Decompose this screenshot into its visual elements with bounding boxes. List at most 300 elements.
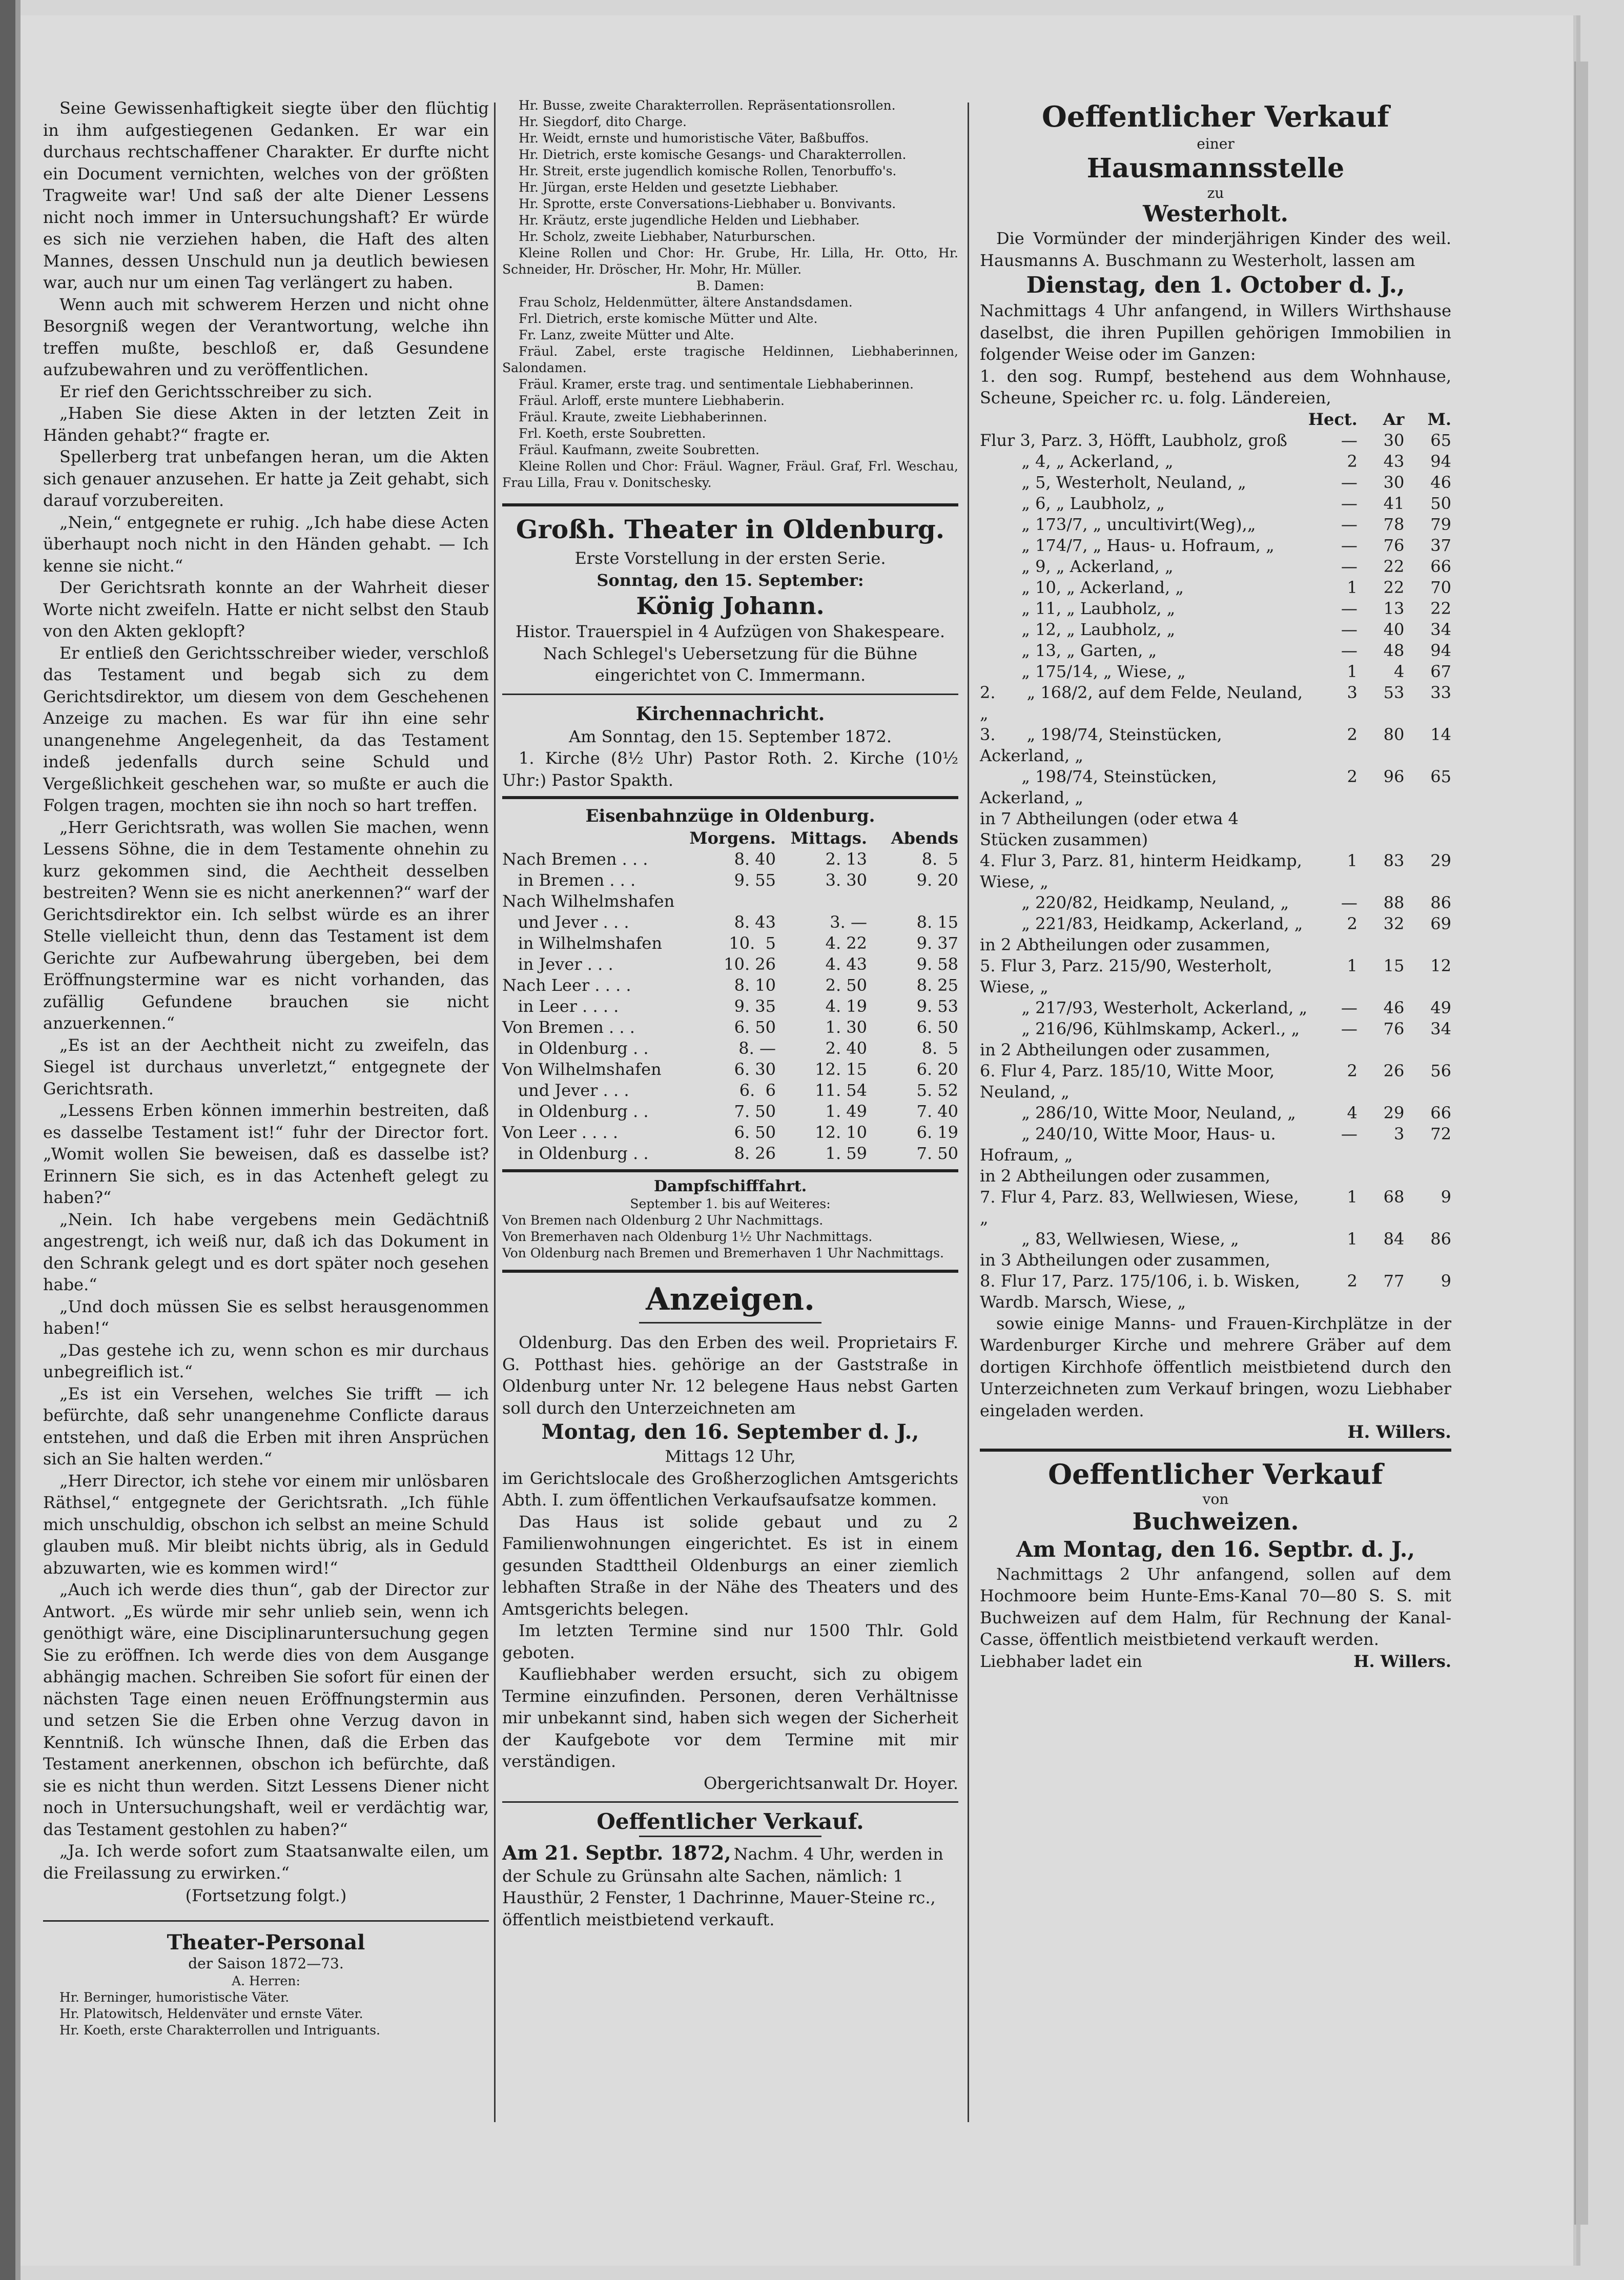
column-header: Ar <box>1383 409 1405 429</box>
parcel-row <box>980 850 1451 892</box>
table-cell: — <box>1341 892 1358 912</box>
parcel-row <box>980 913 1451 934</box>
story-paragraph: „Und doch müssen Sie es selbst herausgenommen haben!“ <box>43 1296 489 1338</box>
parcel-row <box>980 998 1451 1019</box>
scan-edge <box>0 0 15 2280</box>
column-header: Abends <box>891 828 958 848</box>
announcement-text: Im letzten Termine sind nur 1500 Thlr. Gold geboten. <box>502 1621 958 1662</box>
announcement-time: Mittags 12 Uhr, <box>665 1447 796 1466</box>
steamship-sub: September 1. bis auf Weiteres: <box>630 1196 831 1211</box>
table-cell: — <box>1341 472 1358 492</box>
announcement-text: Das Haus ist solide gebaut und zu 2 Familienwohnungen eingerichtet. Es ist in einem gesunden Stadttheil Oldenburgs an einer ziemlich lebhaften Straße in der Nähe des Theaters und des Amtsgerichts belegen. <box>502 1512 958 1619</box>
story-paragraph: Der Gerichtsrath konnte an der Wahrheit dieser Worte nicht zweifeln. Hatte er nicht selbst den Staub von den Akten geklopft? <box>43 578 489 641</box>
table-cell: 9. 35 <box>734 996 776 1016</box>
table-cell: 46 <box>1383 998 1405 1017</box>
train-row <box>502 1143 958 1164</box>
column-header: Hect. <box>1308 409 1358 429</box>
story-paragraph: „Es ist ein Versehen, welches Sie trifft — ich befürchte, daß sehr unangenehme Conflicte daraus entstehen, und daß die Erben mit ihren Ansprüchen sich an Sie halten werden.“ <box>43 1383 489 1469</box>
ad-signature: H. Willers. <box>1347 1422 1451 1442</box>
damen-heading: B. Damen: <box>696 278 765 293</box>
table-cell: Nach Wilhelmshafen <box>502 891 675 911</box>
cast-list <box>502 97 958 278</box>
table-cell: 6. 6 <box>739 1081 776 1100</box>
table-cell: 9 <box>1441 1187 1451 1207</box>
table-cell: „ 175/14, „ Wiese, „ <box>980 661 1186 681</box>
table-cell: „ 6, „ Laubholz, „ <box>980 493 1165 513</box>
theater-subtitle: Erste Vorstellung in der ersten Serie. <box>574 548 886 568</box>
table-cell: 12. 10 <box>815 1123 867 1142</box>
story-paragraph: „Nein,“ entgegnete er ruhig. „Ich habe diese Acten überhaupt noch nicht in den Händen gehabt. — Ich kenne sie nicht.“ <box>43 512 489 576</box>
table-cell: 76 <box>1383 1019 1405 1039</box>
column-3 <box>980 97 1451 1672</box>
parcel-row <box>980 472 1451 493</box>
table-cell: in 3 Abtheilungen oder zusammen, <box>980 1250 1270 1270</box>
divider <box>980 1449 1451 1452</box>
table-cell: 8. 15 <box>916 912 958 932</box>
land-table <box>980 409 1451 1313</box>
table-cell: 80 <box>1383 724 1405 744</box>
table-cell: 4 <box>1394 661 1405 681</box>
table-cell: „ 12, „ Laubholz, „ <box>980 619 1176 639</box>
table-cell: in 7 Abtheilungen (oder etwa 4 Stücken zusammen) <box>980 808 1244 849</box>
table-cell: „ 221/83, Heidkamp, Ackerland, „ <box>980 913 1303 933</box>
table-cell: — <box>1341 514 1358 534</box>
table-cell: 8. — <box>738 1039 776 1058</box>
railway-heading: Eisenbahnzüge in Oldenburg. <box>585 806 875 826</box>
table-cell: 10. 26 <box>724 954 776 974</box>
table-cell <box>1404 1040 1451 1061</box>
table-cell: „ 174/7, „ Haus- u. Hofraum, „ <box>980 535 1274 555</box>
cast-entry: Fräul. Zabel, erste tragische Heldinnen, Liebhaberinnen, Salondamen. <box>502 344 958 375</box>
steamship-list <box>502 1212 958 1261</box>
divider <box>43 1920 489 1922</box>
ad-date: Dienstag, den 1. October d. J., <box>1026 272 1405 298</box>
cast-entry: Frau Scholz, Heldenmütter, ältere Anstandsdamen. <box>519 295 853 310</box>
table-cell: 6. 50 <box>734 1123 776 1142</box>
divider <box>502 503 958 506</box>
column-header: Morgens. <box>689 828 776 848</box>
table-cell: 4. 43 <box>825 954 867 974</box>
table-cell: 9 <box>1441 1271 1451 1291</box>
parcel-row <box>980 808 1451 850</box>
table-cell: 65 <box>1430 430 1451 450</box>
play-description: Histor. Trauerspiel in 4 Aufzügen von Shakespeare. Nach Schlegel's Uebersetzung für die Bühne eingerichtet von C. Immermann. <box>515 622 945 685</box>
table-cell: 78 <box>1383 514 1405 534</box>
table-cell: 32 <box>1383 913 1405 933</box>
theater-season: der Saison 1872—73. <box>188 1955 344 1972</box>
table-cell: in Oldenburg . . <box>502 1102 649 1121</box>
table-cell: und Jever . . . <box>502 912 629 932</box>
ad2-object: Buchweizen. <box>1132 1507 1299 1535</box>
cast-entry: Hr. Sprotte, erste Conversations-Liebhaber u. Bonvivants. <box>519 196 896 211</box>
train-row <box>502 912 958 933</box>
table-cell: 96 <box>1383 766 1405 786</box>
table-cell: 2 <box>1347 1271 1358 1291</box>
public-sale-date: Am 21. Septbr. 1872, <box>502 1841 731 1864</box>
cast-entry: Hr. Jürgan, erste Helden und gesetzte Liebhaber. <box>519 180 839 195</box>
table-cell: 1 <box>1347 1229 1358 1249</box>
table-cell: in 2 Abtheilungen oder zusammen, <box>980 934 1270 954</box>
parcel-row <box>980 766 1451 808</box>
ad2-von: von <box>1202 1490 1229 1508</box>
cast-entry: Hr. Platowitsch, Heldenväter und ernste Väter. <box>59 2006 363 2021</box>
play-title: König Johann. <box>636 592 825 620</box>
table-cell: 34 <box>1430 619 1451 639</box>
column-rule-2 <box>968 103 969 2122</box>
table-cell: 22 <box>1383 577 1405 597</box>
cast-entry: Hr. Streit, erste jugendlich komische Rollen, Tenorbuffo's. <box>519 164 897 178</box>
table-cell: 65 <box>1430 766 1451 786</box>
cast-entry: Hr. Weidt, ernste und humoristische Väter, Baßbuffos. <box>519 131 869 146</box>
divider <box>502 1801 958 1803</box>
table-cell: 1 <box>1347 577 1358 597</box>
table-cell: 22 <box>1383 556 1405 576</box>
table-cell: in Wilhelmshafen <box>502 933 662 953</box>
divider <box>502 1270 958 1273</box>
herren-list <box>43 1989 489 2039</box>
theater-date: Sonntag, den 15. September: <box>597 570 864 590</box>
story-paragraph: „Ja. Ich werde sofort zum Staatsanwalte eilen, um die Freilassung zu erwirken.“ <box>43 1841 489 1883</box>
table-cell: 70 <box>1430 577 1451 597</box>
ad-outro: sowie einige Manns- und Frauen-Kirchplätze in der Wardenburger Kirche und mehrere Gräber auf dem dortigen Kirchhofe öffentlich meistbietend durch den Unterzeichneten zum Verkauf bringen, wozu Liebhaber eingeladen werden. <box>980 1313 1451 1420</box>
parcel-row <box>980 1187 1451 1229</box>
table-cell: 56 <box>1430 1061 1451 1081</box>
parcel-row <box>980 1271 1451 1313</box>
table-cell <box>1404 808 1451 850</box>
column-1 <box>43 97 489 2039</box>
table-cell: 15 <box>1383 955 1405 975</box>
table-cell: 83 <box>1383 850 1405 870</box>
table-cell: 3 <box>1394 1124 1405 1144</box>
table-cell: 7. Flur 4, Parz. 83, Wellwiesen, Wiese, „ <box>980 1187 1304 1228</box>
table-cell: 2 <box>1347 451 1358 471</box>
table-cell: 8. 5 <box>921 1039 958 1058</box>
train-row <box>502 1080 958 1101</box>
table-cell: — <box>1341 998 1358 1017</box>
ad-subheading: zu <box>1207 185 1224 201</box>
story-paragraph: „Lessens Erben können immerhin bestreiten, daß es dasselbe Testament ist!“ fuhr der Director fort. „Womit wollen Sie beweisen, daß es dasselbe ist? Erinnern Sie sich, es in das Actenheft gelegt zu haben?“ <box>43 1101 489 1207</box>
announcement-text: Oldenburg. Das den Erben des weil. Proprietairs F. G. Potthast hies. gehörige an der Gaststraße in Oldenburg unter Nr. 12 belegene Haus nebst Garten soll durch den Unterzeichneten am <box>502 1333 958 1418</box>
table-cell: — <box>1341 1019 1358 1039</box>
column-header <box>502 828 685 849</box>
table-cell: in Oldenburg . . <box>502 1144 649 1163</box>
table-cell: 8. 26 <box>734 1144 776 1163</box>
table-cell: 2 <box>1347 913 1358 933</box>
train-row <box>502 891 958 912</box>
train-row <box>502 933 958 954</box>
table-cell: 66 <box>1430 556 1451 576</box>
parcel-row <box>980 430 1451 451</box>
table-cell: in 2 Abtheilungen oder zusammen, <box>980 1040 1270 1060</box>
story-paragraph: „Herr Gerichtsrath, was wollen Sie machen, wenn Lessens Söhne, die in dem Testamente ohnehin zu kurz gekommen sind, die Aechtheit desselben bestreiten? Wenn sie es nicht anerkennen?“ warf der Gerichtsdirektor ein. Ich selbst würde es an ihrer Stelle vielleicht thun, denn das Testament ist dem Gerichte zur Aufbewahrung übergeben, bei dem Eröffnungstermine war es nicht vorhanden, das zufällig Gefundene brauchen sie nicht anzuerkennen.“ <box>43 817 489 1033</box>
announcement-text: im Gerichtslocale des Großherzoglichen Amtsgerichts Abth. I. zum öffentlichen Verkaufsaufsatze kommen. <box>502 1468 958 1510</box>
table-cell: 94 <box>1430 640 1451 660</box>
train-row <box>502 996 958 1017</box>
story-paragraph: „Nein. Ich habe vergebens mein Gedächtniß angestrengt, ich weiß nur, daß ich das Dokument in den Schrank gelegt und es dort später noch gesehen habe.“ <box>43 1209 489 1294</box>
table-cell: 9. 37 <box>916 933 958 953</box>
table-cell: „ 13, „ Garten, „ <box>980 640 1157 660</box>
story-paragraph: Spellerberg trat unbefangen heran, um die Akten sich genauer anzusehen. Er hatte ja Zeit gehabt, sich darauf vorzubereiten. <box>43 447 489 510</box>
train-row <box>502 975 958 996</box>
table-cell: Von Wilhelmshafen <box>502 1060 662 1079</box>
table-cell: 4. 19 <box>825 996 867 1016</box>
table-cell: „ 220/82, Heidkamp, Neuland, „ <box>980 892 1289 912</box>
story-paragraph: Seine Gewissenhaftigkeit siegte über den flüchtig in ihm aufgestiegenen Gedanken. Er war ein durchaus rechtschaffener Charakter. Er durfte nicht ein Document vernichten, welches von der größten Tragweite war! Und saß der alte Diener Lessens nicht noch immer in Untersuchungshaft? Er würde es sich nie verziehen haben, die Haft des alten Mannes, dessen Unschuld nun ja deutlich bewiesen war, auch nur um einen Tag verlängert zu haben. <box>43 98 489 292</box>
parcel-row <box>980 955 1451 998</box>
train-row <box>502 849 958 870</box>
table-cell: 1 <box>1347 661 1358 681</box>
table-cell: in Leer . . . . <box>502 996 619 1016</box>
table-cell: 8. Flur 17, Parz. 175/106, i. b. Wisken, Wardb. Marsch, Wiese, „ <box>980 1271 1305 1312</box>
column-header <box>980 409 1308 430</box>
public-sale-heading: Oeffentlicher Verkauf. <box>597 1809 864 1834</box>
parcel-row <box>980 598 1451 619</box>
table-cell <box>1358 808 1405 850</box>
table-cell: 22 <box>1430 598 1451 618</box>
parcel-row <box>980 934 1451 955</box>
story-paragraph: Er rief den Gerichtsschreiber zu sich. <box>59 381 373 401</box>
table-cell: 9. 20 <box>916 870 958 890</box>
cast-entry: Frl. Koeth, erste Soubretten. <box>519 426 706 441</box>
table-cell: 2 <box>1347 724 1358 744</box>
table-cell <box>1404 934 1451 955</box>
table-cell <box>1308 1040 1358 1061</box>
table-cell: 8. 5 <box>921 849 958 869</box>
table-cell: 86 <box>1430 1229 1451 1249</box>
table-cell: 69 <box>1430 913 1451 933</box>
table-cell: „ 10, „ Ackerland, „ <box>980 577 1184 597</box>
parcel-row <box>980 892 1451 913</box>
cast-entry: Fräul. Kraute, zweite Liebhaberinnen. <box>519 410 767 424</box>
table-cell: — <box>1341 556 1358 576</box>
table-cell: 1. 59 <box>825 1144 867 1163</box>
parcel-row <box>980 577 1451 598</box>
table-cell: 84 <box>1383 1229 1405 1249</box>
ad2-sign-prefix: Liebhaber ladet ein <box>980 1651 1143 1671</box>
table-cell: 68 <box>1383 1187 1405 1207</box>
table-cell: 86 <box>1430 892 1451 912</box>
divider <box>502 796 958 799</box>
table-cell: Nach Bremen . . . <box>502 849 648 869</box>
table-cell: 41 <box>1383 493 1405 513</box>
table-cell: — <box>1341 535 1358 555</box>
table-cell <box>1404 1166 1451 1187</box>
table-cell: Flur 3, Parz. 3, Höfft, Laubholz, groß <box>980 430 1287 450</box>
table-cell: 8. 25 <box>916 975 958 995</box>
ad2-heading: Oeffentlicher Verkauf <box>1048 1457 1383 1491</box>
cast-entry: Hr. Dietrich, erste komische Gesangs- und Charakterrollen. <box>519 147 907 162</box>
table-cell: 1. 49 <box>825 1102 867 1121</box>
table-cell <box>1308 1250 1358 1271</box>
ad-object: Hausmannsstelle <box>1086 153 1345 184</box>
table-cell: — <box>1341 493 1358 513</box>
table-cell: „ 198/74, Steinstücken, Ackerland, „ <box>980 766 1222 807</box>
cast-entry: Frl. Dietrich, erste komische Mütter und Alte. <box>519 311 818 326</box>
story-paragraph: „Haben Sie diese Akten in der letzten Zeit in Händen gehabt?“ fragte er. <box>43 403 489 445</box>
cast-entry: Fräul. Kramer, erste trag. und sentimentale Liebhaberinnen. <box>519 377 914 392</box>
table-cell: 4 <box>1347 1103 1358 1123</box>
table-cell: Nach Leer . . . . <box>502 975 631 995</box>
divider <box>639 1836 821 1837</box>
train-row <box>502 870 958 891</box>
parcel-row <box>980 682 1451 724</box>
story-paragraph: Er entließ den Gerichtsschreiber wieder, verschloß das Testament und begab sich zu dem Gerichtsdirektor, um diesem von dem Geschehenen Anzeige zu machen. Es war für ihn eine sehr unangenehme Angelegenheit, da das Testament indeß jedenfalls durch seine Schuld und Vergeßlichkeit geschehen war, so mußte er auch die Folgen tragen, mochten sie ihn noch so hart treffen. <box>43 643 489 815</box>
table-cell: 14 <box>1430 724 1451 744</box>
table-cell: 26 <box>1383 1061 1405 1081</box>
table-cell: 30 <box>1383 430 1405 450</box>
table-cell: in Oldenburg . . <box>502 1039 649 1058</box>
train-row <box>502 1059 958 1080</box>
ad2-text: Nachmittags 2 Uhr anfangend, sollen auf dem Hochmoore beim Hunte-Ems-Kanal 70—80 S. S. mit Buchweizen auf dem Halm, für Rechnung der Kanal-Casse, öffentlich meistbietend verkauft werden. <box>980 1564 1451 1649</box>
table-cell: 3. — <box>830 912 867 932</box>
table-cell <box>685 891 776 912</box>
table-cell: 8. 40 <box>734 849 776 869</box>
continuation-note: (Fortsetzung folgt.) <box>185 1886 347 1905</box>
announcements-heading: Anzeigen. <box>646 1281 815 1317</box>
announcement-signature: Obergerichtsanwalt Dr. Hoyer. <box>703 1773 958 1793</box>
cast-entry: Fräul. Kaufmann, zweite Soubretten. <box>519 442 759 457</box>
table-cell: „ 240/10, Witte Moor, Haus- u. Hofraum, „ <box>980 1124 1281 1165</box>
table-cell: 5. Flur 3, Parz. 215/90, Westerholt, Wiese, „ <box>980 955 1278 996</box>
table-cell: 11. 54 <box>815 1081 867 1100</box>
table-cell: 30 <box>1383 472 1405 492</box>
table-cell: „ 11, „ Laubholz, „ <box>980 598 1176 618</box>
parcel-row <box>980 514 1451 535</box>
column-header: Mittags. <box>790 828 867 848</box>
table-cell: 66 <box>1430 1103 1451 1123</box>
train-row <box>502 1101 958 1122</box>
table-cell <box>1308 1166 1358 1187</box>
divider <box>502 694 958 695</box>
table-cell: „ 5, Westerholt, Neuland, „ <box>980 472 1246 492</box>
table-cell: „ 4, „ Ackerland, „ <box>980 451 1174 471</box>
table-cell: 3. 30 <box>825 870 867 890</box>
theater-personal-title: Theater-Personal <box>167 1930 365 1955</box>
table-cell: 4. Flur 3, Parz. 81, hinterm Heidkamp, Wiese, „ <box>980 850 1307 891</box>
table-cell: 77 <box>1383 1271 1405 1291</box>
parcel-row <box>980 1103 1451 1124</box>
table-cell: 6. 50 <box>734 1017 776 1037</box>
table-cell <box>1358 1040 1405 1061</box>
parcel-row <box>980 1040 1451 1061</box>
table-cell: 4. 22 <box>825 933 867 953</box>
table-cell: und Jever . . . <box>502 1081 629 1100</box>
damen-list <box>502 294 958 491</box>
table-cell: Von Leer . . . . <box>502 1123 619 1142</box>
story-paragraph: „Herr Director, ich stehe vor einem mir unlösbaren Räthsel,“ entgegnete der Gerichtsrath. „Ich fühle mich unschuldig, obschon ich selbst an meine Schuld glauben muß. Mir bleibt nichts übrig, als in Geduld abzuwarten, wie es kommen wird!“ <box>43 1471 489 1578</box>
table-cell: 67 <box>1430 661 1451 681</box>
table-cell <box>1358 1166 1405 1187</box>
parcel-row <box>980 1019 1451 1040</box>
theater-heading: Großh. Theater in Oldenburg. <box>516 514 945 544</box>
ad2-sign-line <box>980 1651 1451 1673</box>
table-cell: 1. 30 <box>825 1017 867 1037</box>
table-cell: 43 <box>1383 451 1405 471</box>
divider <box>502 1169 958 1172</box>
ad-intro: Nachmittags 4 Uhr anfangend, in Willers Wirthshause daselbst, die ihren Pupillen gehörigen Immobilien in folgender Weise oder im Ganzen: <box>980 301 1451 364</box>
table-cell: 2. 13 <box>825 849 867 869</box>
railway-table <box>502 828 958 1164</box>
parcel-row <box>980 1229 1451 1250</box>
table-cell: „ 9, „ Ackerland, „ <box>980 556 1174 576</box>
table-cell: 3 <box>1347 682 1358 702</box>
parcel-row <box>980 1250 1451 1271</box>
table-cell: 13 <box>1383 598 1405 618</box>
cast-entry: Hr. Siegdorf, dito Charge. <box>519 114 687 129</box>
cast-entry: Kleine Rollen und Chor: Hr. Grube, Hr. Lilla, Hr. Otto, Hr. Schneider, Hr. Dröscher, Hr. Mohr, Hr. Müller. <box>502 246 958 277</box>
parcel-row <box>980 493 1451 514</box>
table-cell: Von Bremen . . . <box>502 1017 635 1037</box>
story-paragraph: „Das gestehe ich zu, wenn schon es mir durchaus unbegreiflich ist.“ <box>43 1340 489 1381</box>
table-cell: in Jever . . . <box>502 954 613 974</box>
table-cell: 34 <box>1430 1019 1451 1039</box>
train-row <box>502 1122 958 1143</box>
table-cell <box>1308 808 1358 850</box>
announcement-date: Montag, den 16. September d. J., <box>541 1420 919 1444</box>
divider <box>639 1322 821 1324</box>
table-cell: 88 <box>1383 892 1405 912</box>
table-cell: 46 <box>1430 472 1451 492</box>
table-cell: — <box>1341 1124 1358 1144</box>
table-cell <box>867 891 958 912</box>
table-cell: 2. 50 <box>825 975 867 995</box>
table-cell: 8. 43 <box>734 912 776 932</box>
church-heading: Kirchennachricht. <box>635 703 825 725</box>
table-cell: 7. 50 <box>916 1144 958 1163</box>
train-row <box>502 1038 958 1059</box>
table-cell: 29 <box>1430 850 1451 870</box>
table-cell <box>776 891 867 912</box>
table-cell: 50 <box>1430 493 1451 513</box>
table-cell: 1 <box>1347 955 1358 975</box>
steamship-line: Von Bremerhaven nach Oldenburg 1½ Uhr Nachmittags. <box>502 1229 873 1244</box>
steamship-line: Von Bremen nach Oldenburg 2 Uhr Nachmittags. <box>502 1213 824 1228</box>
table-cell: 7. 50 <box>734 1102 776 1121</box>
church-date: Am Sonntag, den 15. September 1872. <box>568 726 892 746</box>
parcel-row <box>980 724 1451 766</box>
table-cell: „ 217/93, Westerholt, Ackerland, „ <box>980 998 1308 1017</box>
parcel-row <box>980 1124 1451 1166</box>
table-cell: 2 <box>1347 766 1358 786</box>
parcel-row <box>980 619 1451 640</box>
table-cell: 33 <box>1430 682 1451 702</box>
ad-subheading: einer <box>1197 135 1235 152</box>
table-cell: 2. 40 <box>825 1039 867 1058</box>
table-cell: 94 <box>1430 451 1451 471</box>
table-cell <box>1308 934 1358 955</box>
column-rule-1 <box>494 103 496 2122</box>
parcel-row <box>980 556 1451 577</box>
table-cell: 49 <box>1430 998 1451 1017</box>
cast-entry: Fr. Lanz, zweite Mütter und Alte. <box>519 328 734 342</box>
page-edge-right <box>1574 62 1588 2225</box>
public-sale-text: Nachm. 4 Uhr, werden in der Schule zu Grünsahn alte Sachen, nämlich: 1 Hausthür, 2 Fenster, 1 Dachrinne, Mauer-Steine rc., öffentlich meistbietend verkauft. <box>502 1844 943 1929</box>
table-cell: — <box>1341 640 1358 660</box>
steamship-line: Von Oldenburg nach Bremen und Bremerhaven 1 Uhr Nachmittags. <box>502 1246 944 1260</box>
table-cell: „ 83, Wellwiesen, Wiese, „ <box>980 1229 1239 1249</box>
parcel-row <box>980 535 1451 556</box>
table-cell <box>1358 934 1405 955</box>
parcel-row <box>980 451 1451 472</box>
train-row <box>502 1017 958 1038</box>
story-paragraph: „Auch ich werde dies thun“, gab der Director zur Antwort. „Es würde mir sehr unlieb sein, wenn ich genöthigt wäre, eine Disciplinaruntersuchung gegen Sie zu eröffnen. Ich werde dies von dem Ausgange abhängig machen. Schreiben Sie sofort für einen der nächsten Tage einen neuen Eröffnungstermin aus und setzen Sie die Erben ohne Verzug davon in Kenntniß. Ich wünsche Ihnen, daß die Erben das Testament anerkennen, obschon ich befürchte, daß sie es nicht thun werden. Sitzt Lessens Diener nicht noch in Untersuchungshaft, weil er verdächtig war, das Testament gestohlen zu haben?“ <box>43 1580 489 1839</box>
ad2-signature: H. Willers. <box>1353 1651 1451 1671</box>
story-paragraph: „Es ist an der Aechtheit nicht zu zweifeln, das Siegel ist durchaus unverletzt,“ entgegnete der Gerichtsrath. <box>43 1035 489 1098</box>
serial-story <box>43 97 489 1884</box>
table-cell: 6. 19 <box>916 1123 958 1142</box>
table-cell: 79 <box>1430 514 1451 534</box>
ad-location: Westerholt. <box>1143 201 1288 227</box>
